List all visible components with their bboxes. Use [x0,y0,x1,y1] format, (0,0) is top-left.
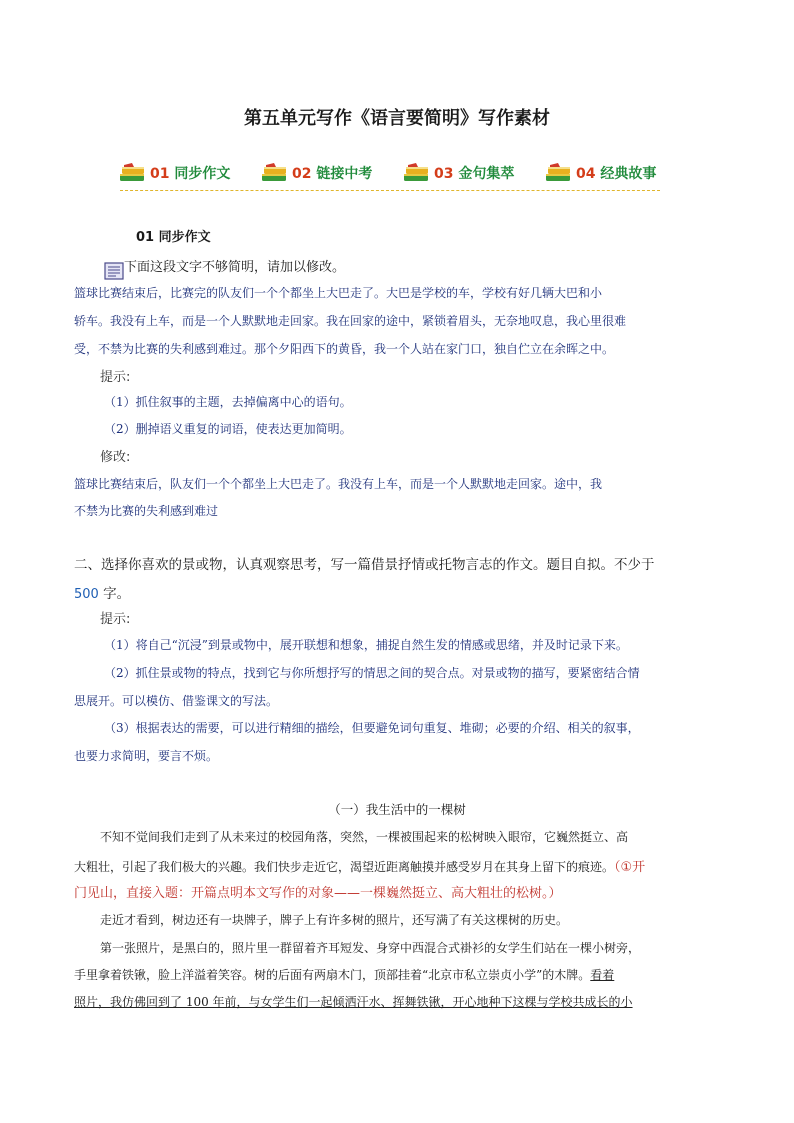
text-line: 轿车。我没有上车，而是一个人默默地走回家。我在回家的途中，紧锁着眉头，无奈地叹息，我心里很难 [74,314,627,328]
hint-item: （2）删掉语义重复的词语，使表达更加简明。 [104,422,352,436]
hint-label: 提示: [100,612,131,627]
page-title: 第五单元写作《语言要简明》写作素材 [244,108,550,129]
nav-label: 金句集萃 [458,166,515,182]
books-icon [544,163,572,183]
hint-label: 提示: [100,370,131,385]
essay-text: 手里拿着铁锹，脸上洋溢着笑容。树的后面有两扇木门，顶部挂着“北京市私立崇贞小学”的木牌。 [74,968,591,982]
hint-item: （1）将自己“沉浸”到景或物中，展开联想和想象，捕捉自然生发的情感或思绪，并及时记录下来。 [104,638,628,652]
essay-line [74,856,645,875]
nav-item-1[interactable] [118,160,230,186]
annotation: 门见山，直接入题：开篇点明本文写作的对象——一棵巍然挺立、高大粗壮的松树。） [74,886,562,901]
nav-num: 02 [292,166,312,182]
nav-item-4[interactable] [544,160,656,186]
books-icon [118,163,146,183]
hint-item: （1）抓住叙事的主题，去掉偏离中心的语句。 [104,395,352,409]
nav-label: 链接中考 [316,166,373,182]
question-prompt: 下面这段文字不够简明，请加以修改。 [124,260,346,275]
nav-num: 04 [576,166,596,182]
nav-item-2[interactable] [260,160,372,186]
text-line: 篮球比赛结束后，比赛完的队友们一个个都坐上大巴走了。大巴是学校的车，学校有好几辆大巴和小 [74,286,603,300]
word-count: 500 [74,587,99,602]
books-icon [260,163,288,183]
text-line: 受，不禁为比赛的失利感到难过。那个夕阳西下的黄昏，我一个人站在家门口，独自伫立在余晖之中。 [74,342,615,356]
document-icon [104,262,124,280]
essay-line [74,966,614,983]
question-prompt: 二、选择你喜欢的景或物，认真观察思考，写一篇借景抒情或托物言志的作文。题目自拟。不少于 [74,557,655,573]
essay-line: 不知不觉间我们走到了从未来过的校园角落，突然，一棵被围起来的松树映入眼帘，它巍然挺立、高 [100,830,629,844]
nav-num: 01 [150,166,170,182]
question-prompt-cont [74,582,130,602]
text-line: 篮球比赛结束后，队友们一个个都坐上大巴走了。我没有上车，而是一个人默默地走回家。途中，我 [74,477,603,491]
underlined-text: 看着 [590,968,615,982]
hint-item: （3）根据表达的需要，可以进行精细的描绘，但要避免词句重复、堆砌；必要的介绍、相关的叙事， [104,721,640,735]
essay-line: 第一张照片，是黑白的，照片里一群留着齐耳短发、身穿中西混合式褂衫的女学生们站在一棵小树旁， [100,941,641,955]
hint-item: （2）抓住景或物的特点，找到它与你所想抒写的情思之间的契合点。对景或物的描写，要紧密结合情 [104,666,640,680]
hint-item: 也要力求简明，要言不烦。 [74,749,219,763]
prompt-suffix: 字。 [98,586,131,602]
revise-label: 修改: [100,450,131,465]
books-icon [402,163,430,183]
nav-num: 03 [434,166,454,182]
section-nav [118,160,662,188]
text-line: 不禁为比赛的失利感到难过 [74,504,219,518]
section-heading: 01 同步作文 [136,230,211,245]
nav-label: 同步作文 [174,166,231,182]
hint-item: 思展开。可以模仿、借鉴课文的写法。 [74,694,279,708]
nav-label: 经典故事 [600,166,657,182]
essay-line: 走近才看到，树边还有一块牌子，牌子上有许多树的照片，还写满了有关这棵树的历史。 [100,913,569,927]
essay-title: （一）我生活中的一棵树 [328,802,466,817]
essay-text: 大粗壮，引起了我们极大的兴趣。我们快步走近它，渴望近距离触摸并感受岁月在其身上留下的痕迹。 [74,860,615,874]
nav-item-3[interactable] [402,160,514,186]
underlined-text: 照片，我仿佛回到了 100 年前，与女学生们一起倾洒汗水、挥舞铁锹，开心地种下这棵与学校共成长的小 [74,995,633,1009]
nav-divider [120,190,660,191]
annotation: （①开 [614,860,646,875]
